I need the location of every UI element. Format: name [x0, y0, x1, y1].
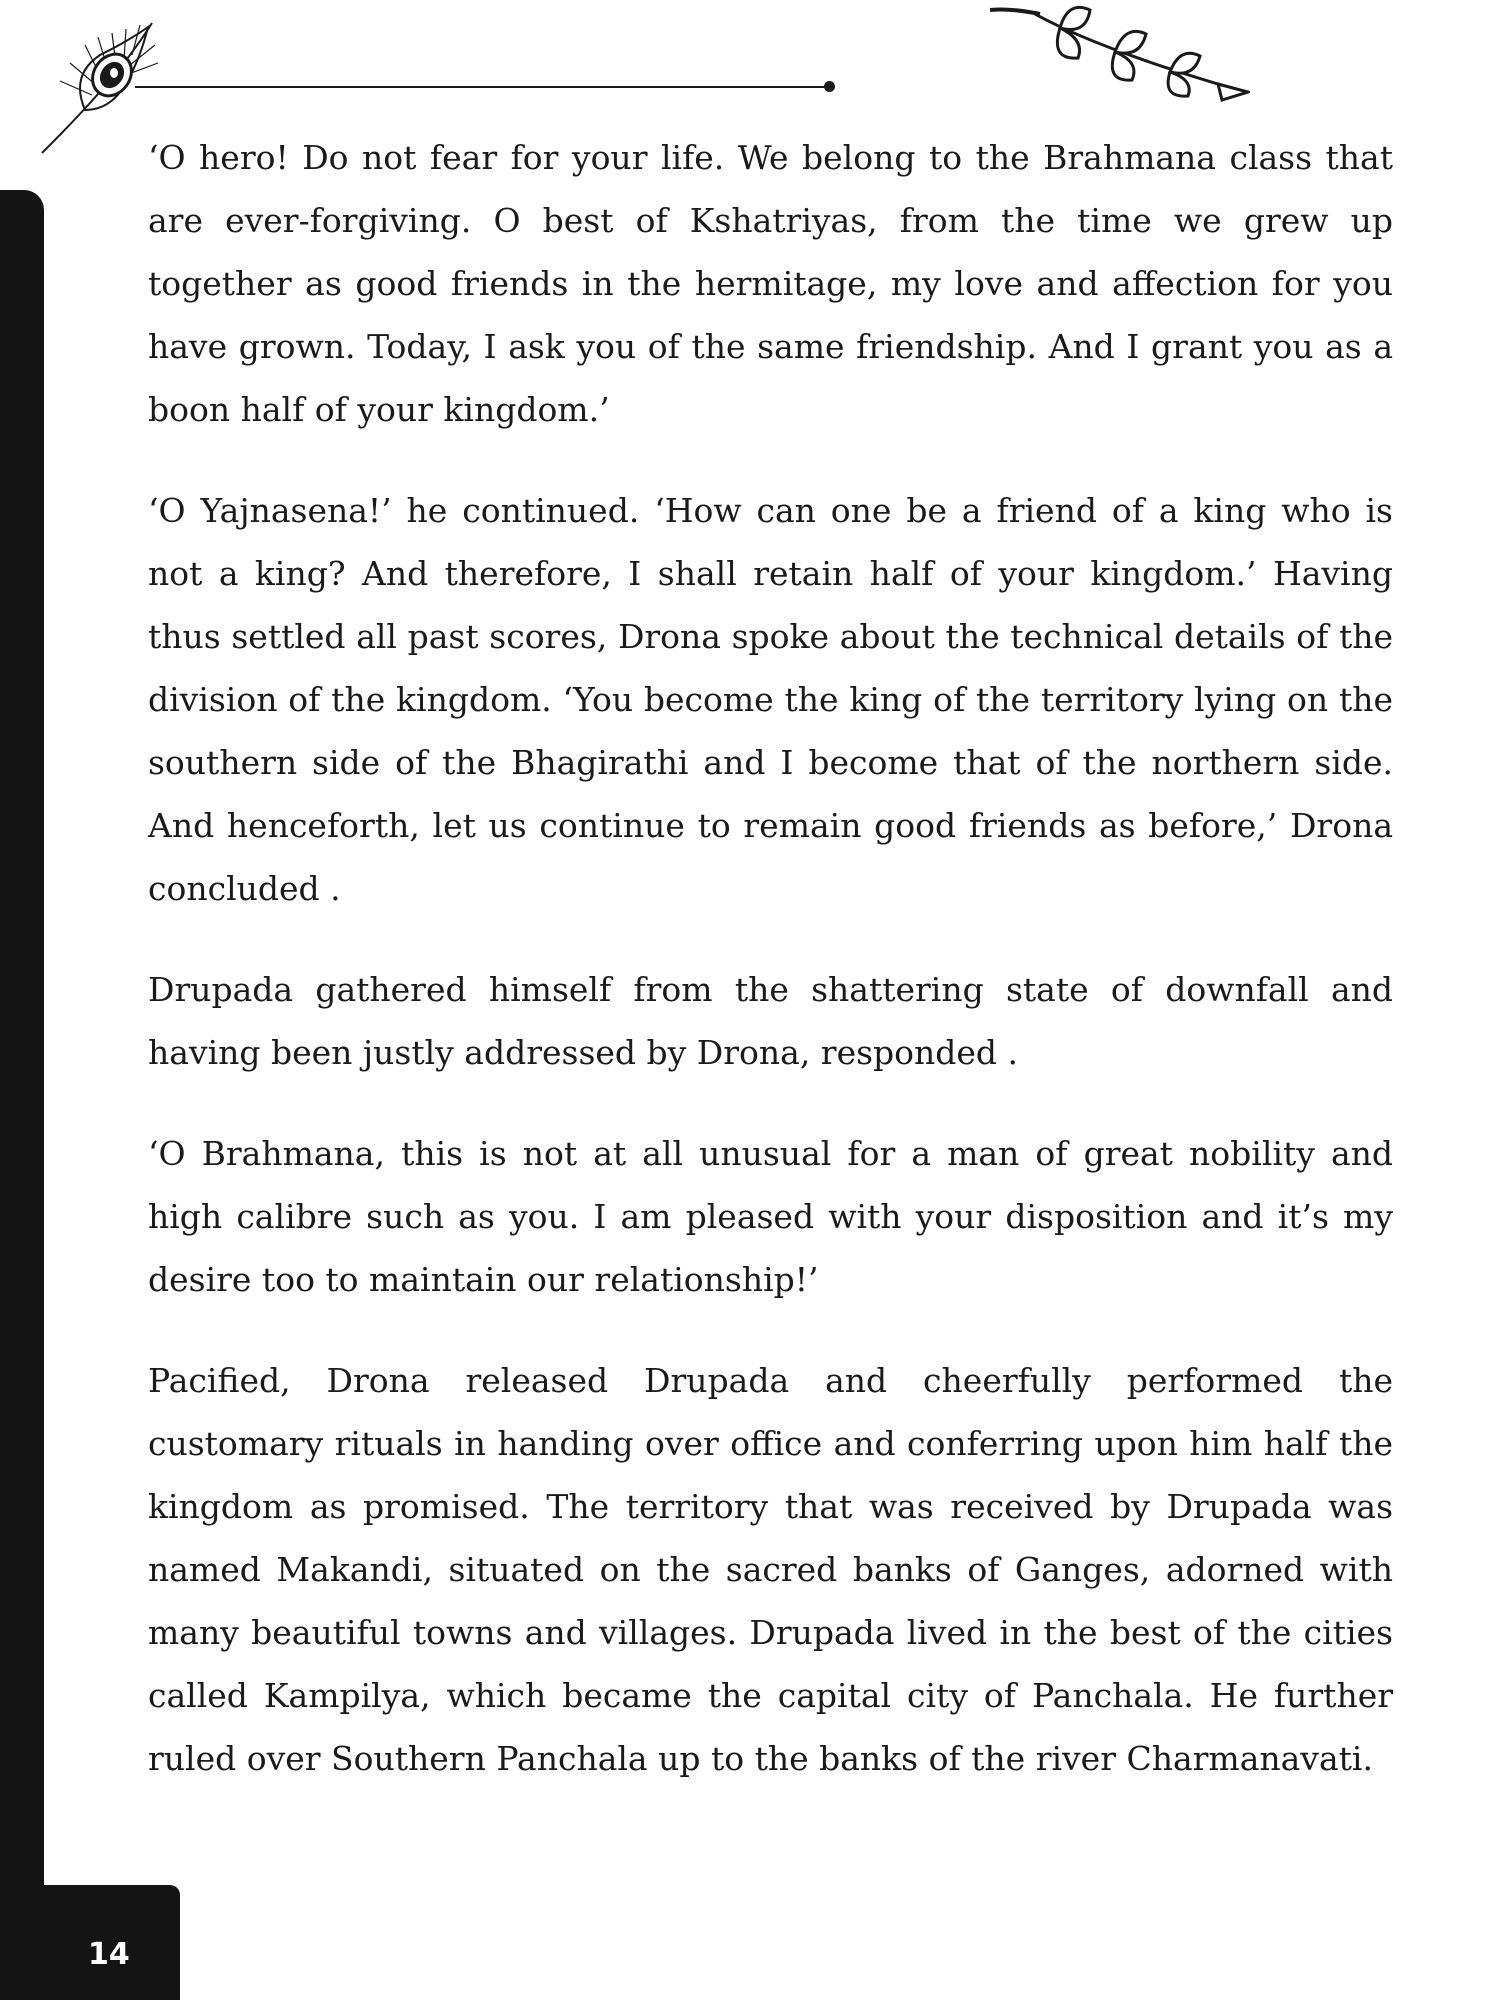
header-rule-dot	[824, 81, 835, 92]
paragraph-1: ‘O hero! Do not fear for your life. We belong to the Brahmana class that are ever-forgiving. O best of Kshatriyas, from the time we grew up together as good friends in the hermitage, my love and affection for you have grown. Today, I ask you of the same friendship. And I grant you as a boon half of your kingdom.’	[148, 138, 1393, 429]
page-number: 14	[88, 1937, 130, 1972]
paragraph-3: Drupada gathered himself from the shattering state of downfall and having been justly addressed by Drona, responded .	[148, 970, 1393, 1072]
paragraph-2: ‘O Yajnasena!’ he continued. ‘How can one be a friend of a king who is not a king? And therefore, I shall retain half of your kingdom.’ Having thus settled all past scores, Drona spoke about the technical details of the division of the kingdom. ‘You become the king of the territory lying on the southern side of the Bhagirathi and I become that of the northern side. And henceforth, let us continue to remain good friends as before,’ Drona concluded .	[148, 491, 1393, 908]
left-binding-bar	[0, 190, 44, 2000]
header-rule	[135, 86, 830, 88]
page-body	[148, 126, 1393, 1828]
paragraph-5: Pacified, Drona released Drupada and cheerfully performed the customary rituals in handing over office and conferring upon him half the kingdom as promised. The territory that was received by Drupada was named Makandi, situated on the sacred banks of Ganges, adorned with many beautiful towns and villages. Drupada lived in the best of the cities called Kampilya, which became the capital city of Panchala. He further ruled over Southern Panchala up to the banks of the river Charmanavati.	[148, 1361, 1393, 1778]
paragraph-4: ‘O Brahmana, this is not at all unusual for a man of great nobility and high calibre such as you. I am pleased with your disposition and it’s my desire too to maintain our relationship!’	[148, 1134, 1393, 1299]
leaf-arrow-icon	[990, 0, 1250, 105]
